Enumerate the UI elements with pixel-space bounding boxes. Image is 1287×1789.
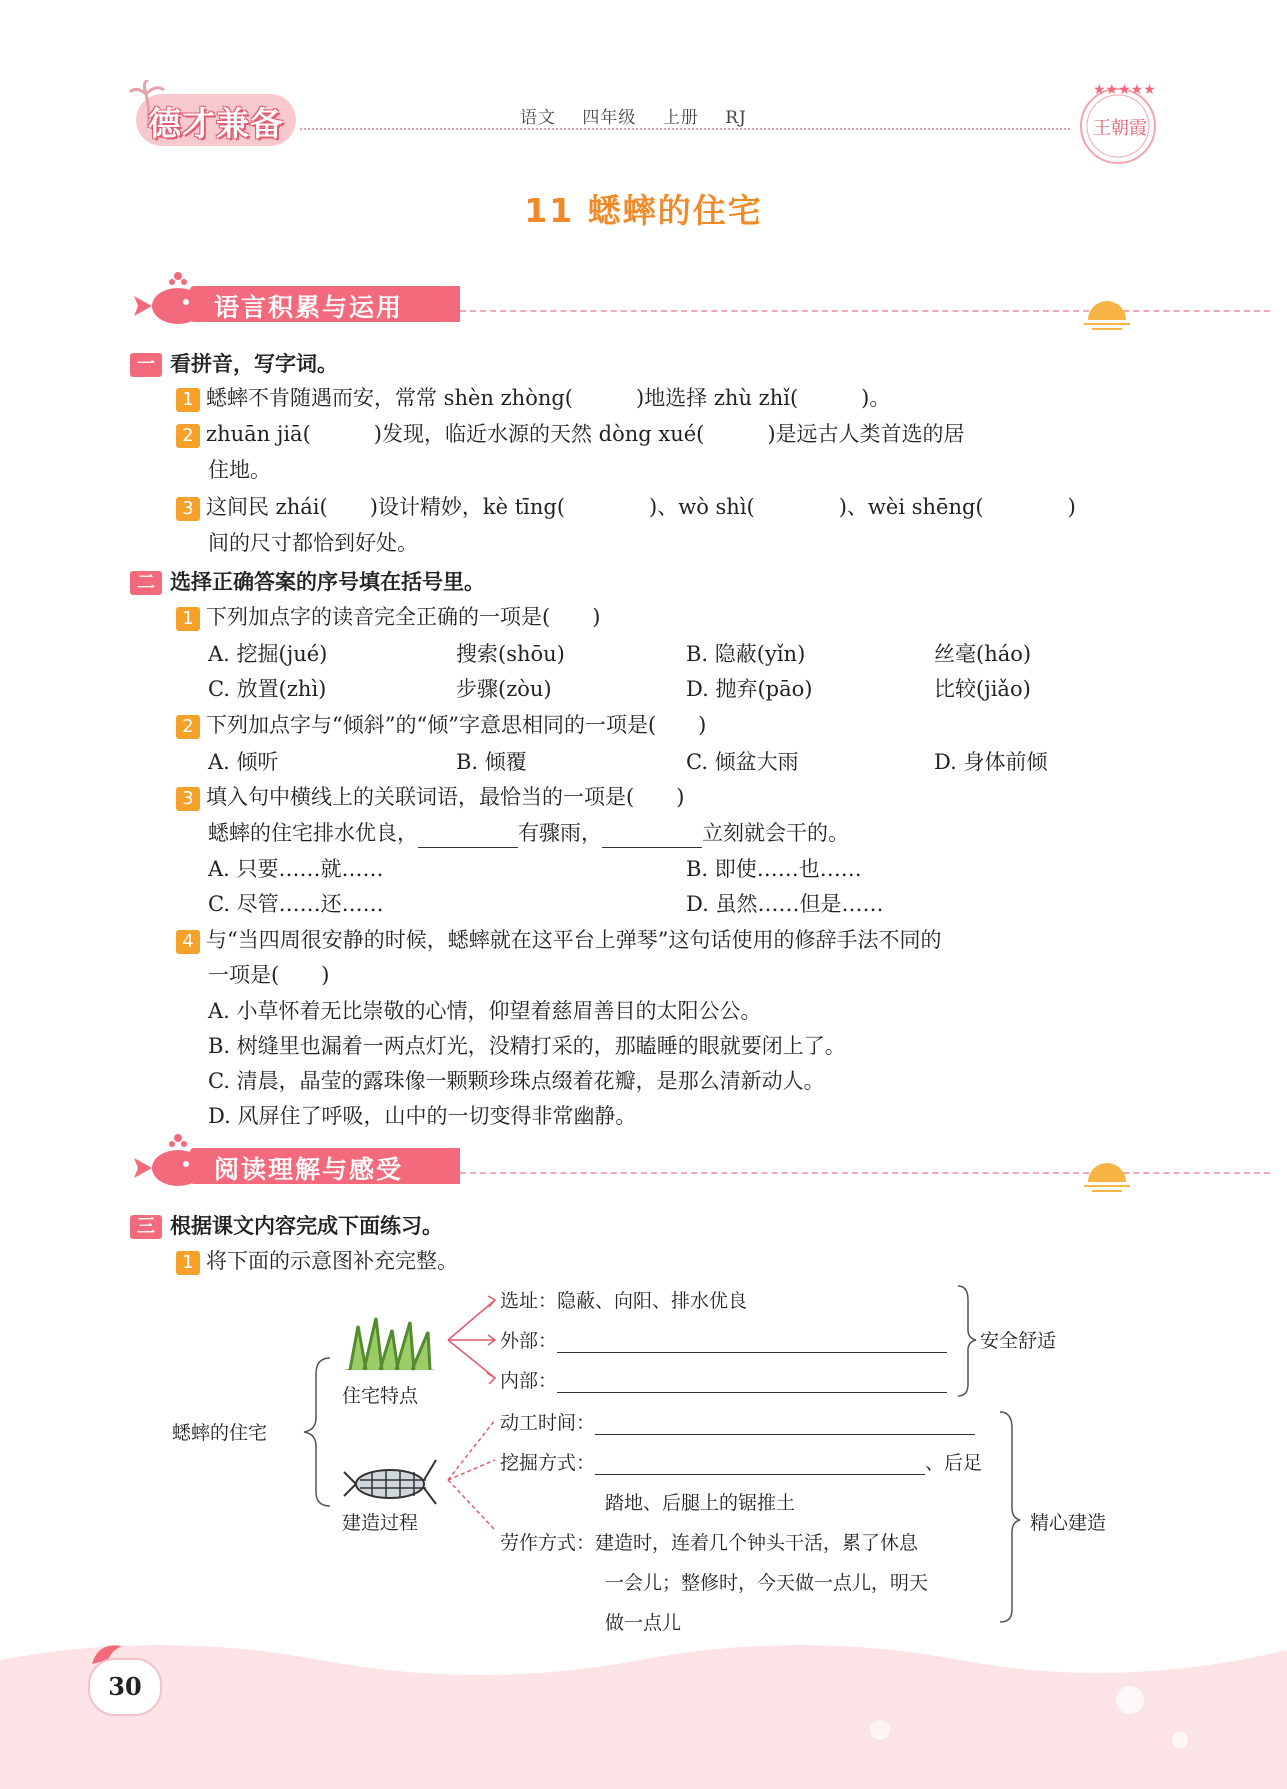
answer-blank[interactable] bbox=[595, 1452, 925, 1475]
seal-text: 王朝霞 bbox=[1093, 118, 1147, 139]
option: B. 倾覆 bbox=[456, 750, 527, 774]
question-tag: 一 bbox=[130, 353, 162, 377]
item-text: 与“当四周很安静的时候，蟋蟀就在这平台上弹琴”这句话使用的修辞手法不同的 bbox=[206, 928, 942, 952]
option: A. 小草怀着无比崇敬的心情，仰望着慈眉善目的太阳公公。 bbox=[208, 999, 762, 1023]
option: B. 即使……也…… bbox=[686, 857, 862, 881]
item-text: 填入句中横线上的关联词语，最恰当的一项是( ) bbox=[206, 785, 685, 809]
item-number: 2 bbox=[176, 715, 200, 739]
footer-wave bbox=[0, 1620, 1287, 1789]
question-2-heading bbox=[130, 566, 485, 596]
q1-item-2-cont: 住地。 bbox=[208, 458, 271, 482]
author-seal bbox=[1075, 80, 1161, 166]
question-text: 根据课文内容完成下面练习。 bbox=[170, 1214, 443, 1238]
volume: 上册 bbox=[662, 108, 699, 128]
item-text: 将下面的示意图补充完整。 bbox=[206, 1249, 458, 1273]
summary-careful: 精心建造 bbox=[1030, 1512, 1107, 1534]
dig-method-node bbox=[500, 1448, 982, 1475]
dig-method-cont: 踏地、后腿上的锯推土 bbox=[605, 1492, 796, 1514]
option: B. 隐蔽(yǐn) bbox=[686, 642, 806, 666]
question-text: 选择正确答案的序号填在括号里。 bbox=[170, 570, 485, 594]
q1-item-2 bbox=[176, 419, 965, 449]
header-divider bbox=[300, 128, 1070, 130]
q1-item-3-cont: 间的尺寸都恰到好处。 bbox=[208, 531, 418, 555]
section-banner-1 bbox=[130, 270, 470, 330]
answer-blank[interactable] bbox=[595, 1412, 975, 1435]
outside-node bbox=[500, 1326, 947, 1353]
option: 丝毫(háo) bbox=[934, 642, 1032, 666]
item-number: 2 bbox=[176, 424, 200, 448]
sentence-part: 有骤雨， bbox=[518, 821, 602, 845]
item-number: 1 bbox=[176, 388, 200, 412]
summary-safe: 安全舒适 bbox=[980, 1330, 1057, 1352]
option: A. 倾听 bbox=[208, 750, 279, 774]
work-method-cont-2: 做一点儿 bbox=[605, 1612, 682, 1634]
question-text: 看拼音，写字词。 bbox=[170, 352, 338, 376]
item-text: 下列加点字与“倾斜”的“倾”字意思相同的一项是( ) bbox=[206, 713, 707, 737]
section-banner-2 bbox=[130, 1132, 470, 1192]
option: B. 树缝里也漏着一两点灯光，没精打采的，那瞌睡的眼就要闭上了。 bbox=[208, 1034, 846, 1058]
work-method-node: 劳作方式：建造时，连着几个钟头干活，累了休息 bbox=[500, 1532, 919, 1554]
item-number: 3 bbox=[176, 497, 200, 521]
option: D. 虽然……但是…… bbox=[686, 892, 884, 916]
q2-item-4-cont: 一项是( ) bbox=[208, 963, 330, 987]
node-text: 、后足 bbox=[925, 1452, 983, 1474]
item-text: 下列加点字的读音完全正确的一项是( ) bbox=[206, 605, 601, 629]
question-1-heading bbox=[130, 348, 338, 378]
start-time-node bbox=[500, 1408, 975, 1435]
header-info bbox=[520, 103, 767, 128]
option: D. 身体前倾 bbox=[934, 750, 1048, 774]
q2-item-3-sentence bbox=[208, 818, 849, 848]
sunset-icon bbox=[1082, 296, 1132, 336]
item-text: 蟋蟀不肯随遇而安，常常 shèn zhòng( )地选择 zhù zhǐ( )。 bbox=[206, 386, 891, 410]
page-title: 11 蟋蟀的住宅 bbox=[524, 191, 763, 230]
sentence-part: 立刻就会干的。 bbox=[702, 821, 849, 845]
process-label: 建造过程 bbox=[342, 1512, 419, 1534]
q2-item-4 bbox=[176, 925, 941, 955]
item-number: 1 bbox=[176, 607, 200, 631]
sunset-icon bbox=[1082, 1158, 1132, 1198]
grade: 四年级 bbox=[582, 108, 637, 128]
option: C. 清晨，晶莹的露珠像一颗颗珍珠点缀着花瓣，是那么清新动人。 bbox=[208, 1069, 825, 1093]
work-method-cont-1: 一会儿；整修时，今天做一点儿，明天 bbox=[605, 1572, 929, 1594]
site-node: 选址：隐蔽、向阳、排水优良 bbox=[500, 1290, 748, 1312]
option: A. 只要……就…… bbox=[208, 857, 384, 881]
brand-text: 德才兼备 bbox=[148, 104, 284, 143]
answer-blank[interactable] bbox=[557, 1370, 947, 1393]
edition: RJ bbox=[725, 108, 747, 128]
item-text: zhuān jiā( )发现，临近水源的天然 dòng xué( )是远古人类首选的居 bbox=[206, 422, 965, 446]
option: D. 抛弃(pāo) bbox=[686, 677, 813, 701]
diagram-root: 蟋蟀的住宅 bbox=[172, 1422, 268, 1444]
item-number: 1 bbox=[176, 1251, 200, 1275]
answer-blank[interactable] bbox=[557, 1330, 947, 1353]
node-label: 挖掘方式： bbox=[500, 1452, 596, 1474]
subject: 语文 bbox=[520, 108, 556, 128]
q2-item-3 bbox=[176, 782, 684, 812]
brand-logo bbox=[128, 88, 298, 150]
question-3-heading bbox=[130, 1210, 443, 1240]
sentence-part: 蟋蟀的住宅排水优良， bbox=[208, 821, 418, 845]
page-number: 30 bbox=[88, 1658, 162, 1716]
option: C. 倾盆大雨 bbox=[686, 750, 799, 774]
section-title-2: 阅读理解与感受 bbox=[214, 1155, 404, 1184]
answer-blank[interactable] bbox=[418, 847, 518, 848]
svg-text:★★★★★: ★★★★★ bbox=[1093, 82, 1156, 98]
q1-item-1 bbox=[176, 383, 890, 413]
node-label: 动工时间： bbox=[500, 1412, 596, 1434]
feature-label: 住宅特点 bbox=[342, 1385, 419, 1407]
q1-item-3 bbox=[176, 492, 1076, 522]
q2-item-1 bbox=[176, 602, 600, 632]
option: 步骤(zòu) bbox=[456, 677, 552, 701]
section-title-1: 语言积累与运用 bbox=[214, 293, 404, 322]
cricket-icon bbox=[342, 1452, 438, 1510]
option: 搜索(shōu) bbox=[456, 642, 565, 666]
option: C. 放置(zhì) bbox=[208, 677, 327, 701]
inside-node bbox=[500, 1366, 947, 1393]
question-tag: 二 bbox=[130, 571, 162, 595]
item-text: 这间民 zhái( )设计精妙，kè tīng( )、wò shì( )、wèi shēng( ) bbox=[206, 495, 1076, 519]
item-number: 4 bbox=[176, 930, 200, 954]
q2-item-2 bbox=[176, 710, 706, 740]
question-tag: 三 bbox=[130, 1215, 162, 1239]
answer-blank[interactable] bbox=[602, 847, 702, 848]
item-number: 3 bbox=[176, 787, 200, 811]
option: 比较(jiǎo) bbox=[934, 677, 1031, 701]
node-label: 内部： bbox=[500, 1370, 558, 1392]
option: A. 挖掘(jué) bbox=[208, 642, 328, 666]
option: D. 风屏住了呼吸，山中的一切变得非常幽静。 bbox=[208, 1104, 637, 1128]
grass-icon bbox=[340, 1312, 440, 1374]
node-label: 外部： bbox=[500, 1330, 558, 1352]
option: C. 尽管……还…… bbox=[208, 892, 384, 916]
